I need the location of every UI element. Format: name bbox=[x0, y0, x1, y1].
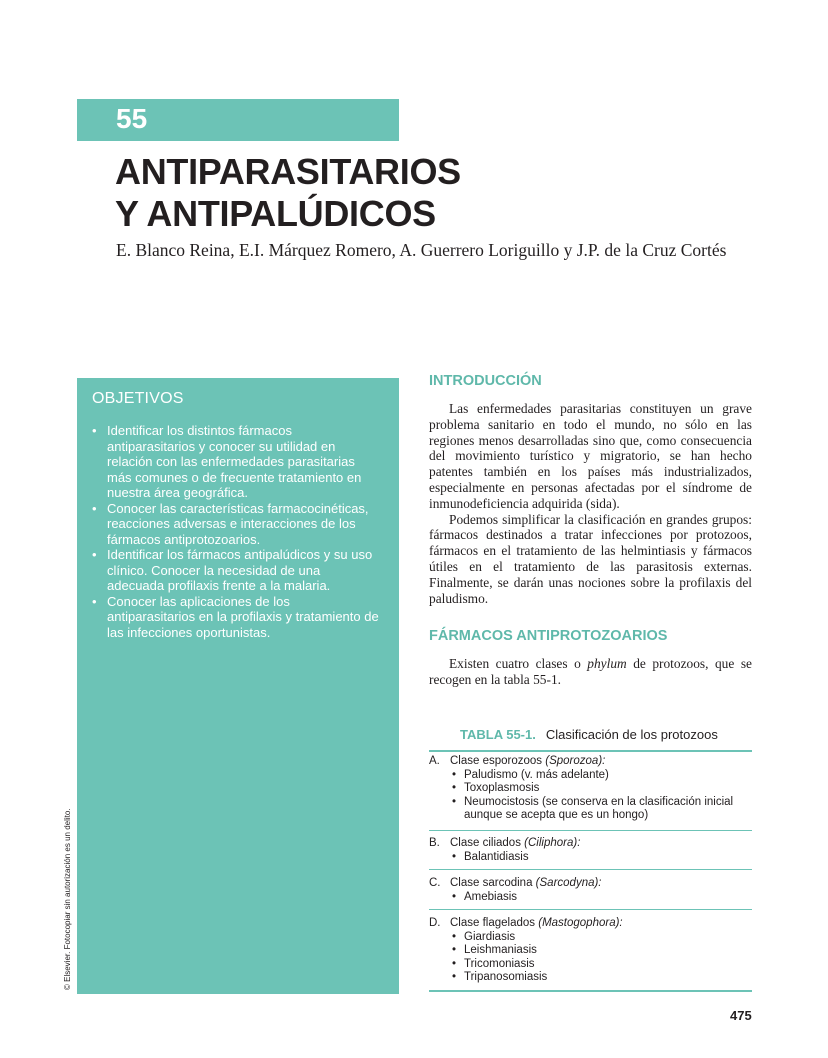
class-latin: (Sarcodyna): bbox=[535, 877, 602, 889]
copyright-side-note: © Elsevier. Fotocopiar sin autorización es un delito. bbox=[63, 808, 72, 990]
bullet-icon: • bbox=[452, 930, 457, 943]
table-class-row bbox=[429, 755, 752, 769]
class-latin: (Ciliphora): bbox=[524, 837, 581, 849]
table-item bbox=[429, 782, 752, 796]
item-text: Tricomoniasis bbox=[464, 957, 535, 970]
chapter-title-line-1: ANTIPARASITARIOS bbox=[115, 151, 461, 192]
table-label: TABLA 55-1. bbox=[460, 727, 536, 742]
table-class-row bbox=[429, 877, 752, 891]
bullet-icon: • bbox=[452, 944, 457, 957]
group-letter: D. bbox=[429, 917, 441, 929]
class-name: Clase sarcodina bbox=[450, 877, 533, 889]
bullet-icon: • bbox=[452, 971, 457, 984]
objective-item bbox=[90, 501, 380, 548]
bullet-icon: • bbox=[452, 850, 457, 863]
intro-paragraph-1: Las enfermedades parasitarias constituyen un grave problema sanitario en todo el mundo, no sólo en las regiones menos desarrolladas sino que, como consecuencia del movimiento turístico y migratorio, se han hecho patentes también en los países más industrializados, especialmente en personas afectadas por el síndrome de inmunodeficiencia adquirida (sida). bbox=[429, 401, 752, 511]
group-letter: B. bbox=[429, 837, 440, 849]
class-latin: (Sporozoa): bbox=[545, 755, 606, 767]
intro-text bbox=[429, 401, 752, 606]
bullet-icon: • bbox=[452, 768, 457, 781]
intro-paragraph-2: Podemos simplificar la clasificación en grandes grupos: fármacos destinados a tratar infecciones por protozoos, fármacos en el tratamiento de las helmintiasis y fármacos útiles en el tratamiento de las parasitosis externas. Finalmente, se darán unas nociones sobre la profilaxis del paludismo. bbox=[429, 511, 752, 606]
item-text: Tripanosomiasis bbox=[464, 971, 548, 984]
table-item bbox=[429, 944, 752, 958]
text-before: Existen cuatro clases o bbox=[449, 656, 581, 671]
antiprotozoarios-heading: FÁRMACOS ANTIPROTOZOARIOS bbox=[429, 628, 668, 644]
objective-item bbox=[90, 423, 380, 501]
table-item bbox=[429, 796, 752, 823]
table-item bbox=[429, 851, 752, 865]
table-item bbox=[429, 958, 752, 972]
table-item bbox=[429, 971, 752, 985]
bullet-icon: • bbox=[452, 795, 457, 808]
objective-text: Identificar los fármacos antipalúdicos y su uso clínico. Conocer la necesidad de una adecuada profilaxis frente a la malaria. bbox=[107, 547, 373, 593]
objective-item bbox=[90, 547, 380, 594]
table-caption-text: Clasificación de los protozoos bbox=[545, 727, 718, 742]
antiprotozoarios-paragraph bbox=[429, 656, 752, 688]
objective-text: Conocer las aplicaciones de los antiparasitarios en la profilaxis y tratamiento de las infecciones oportunistas. bbox=[107, 593, 379, 640]
bullet-icon: • bbox=[92, 547, 97, 562]
table-group-d bbox=[429, 917, 752, 985]
table-bottom-rule bbox=[429, 990, 752, 992]
table-caption bbox=[460, 727, 718, 742]
table-group-c bbox=[429, 877, 752, 904]
chapter-authors: E. Blanco Reina, E.I. Márquez Romero, A. Guerrero Loriguillo y J.P. de la Cruz Cortés bbox=[116, 240, 727, 260]
table-rule bbox=[429, 830, 752, 831]
item-text: Giardiasis bbox=[464, 930, 516, 943]
item-text: Balantidiasis bbox=[464, 850, 529, 863]
table-items bbox=[429, 931, 752, 985]
bullet-icon: • bbox=[92, 593, 97, 609]
table-class-row bbox=[429, 917, 752, 931]
group-letter: A. bbox=[429, 755, 440, 767]
table-items bbox=[429, 891, 752, 905]
text-after: de protozoos, que se recogen en la tabla 55-1. bbox=[429, 656, 752, 687]
item-text: Amebiasis bbox=[464, 890, 518, 903]
class-name: Clase ciliados bbox=[450, 837, 521, 849]
objectives-list bbox=[90, 423, 380, 640]
bullet-icon: • bbox=[452, 957, 457, 970]
objectives-box bbox=[77, 378, 399, 994]
item-text: Toxoplasmosis bbox=[464, 782, 540, 795]
bullet-icon: • bbox=[452, 782, 457, 795]
objective-item bbox=[90, 594, 380, 641]
table-group-a bbox=[429, 755, 752, 823]
table-rule bbox=[429, 909, 752, 910]
item-text: Neumocistosis (se conserva en la clasificación inicial aunque se acepta que es un hongo) bbox=[464, 795, 734, 822]
chapter-title bbox=[115, 151, 461, 235]
table-item bbox=[429, 769, 752, 783]
chapter-title-line-2: Y ANTIPALÚDICOS bbox=[115, 193, 436, 234]
objectives-title: OBJETIVOS bbox=[92, 390, 184, 407]
objective-text: Identificar los distintos fármacos antiparasitarios y conocer su utilidad en relación con las enfermedades parasitarias más comunes o de frecuente tratamiento en nuestra área geográfica. bbox=[107, 423, 362, 500]
table-class-row bbox=[429, 837, 752, 851]
group-letter: C. bbox=[429, 877, 441, 889]
bullet-icon: • bbox=[92, 500, 97, 516]
table-items bbox=[429, 851, 752, 865]
objective-text: Conocer las características farmacocinéticas, reacciones adversas e interacciones de los fármacos antiprotozoarios. bbox=[107, 500, 369, 547]
phylum-term: phylum bbox=[587, 656, 627, 671]
intro-heading: INTRODUCCIÓN bbox=[429, 373, 542, 389]
page-number: 475 bbox=[730, 1008, 752, 1023]
chapter-number: 55 bbox=[116, 103, 148, 134]
table-group-b bbox=[429, 837, 752, 864]
table-rule bbox=[429, 869, 752, 870]
table-item bbox=[429, 931, 752, 945]
bullet-icon: • bbox=[452, 890, 457, 903]
class-name: Clase esporozoos bbox=[450, 755, 543, 767]
item-text: Leishmaniasis bbox=[464, 944, 537, 957]
bullet-icon: • bbox=[92, 423, 97, 438]
antiprotozoarios-text bbox=[429, 656, 752, 688]
table-top-rule bbox=[429, 750, 752, 752]
class-latin: (Mastogophora): bbox=[538, 917, 623, 929]
table-items bbox=[429, 769, 752, 823]
class-name: Clase flagelados bbox=[450, 917, 536, 929]
table-item bbox=[429, 891, 752, 905]
item-text: Paludismo (v. más adelante) bbox=[464, 768, 609, 781]
